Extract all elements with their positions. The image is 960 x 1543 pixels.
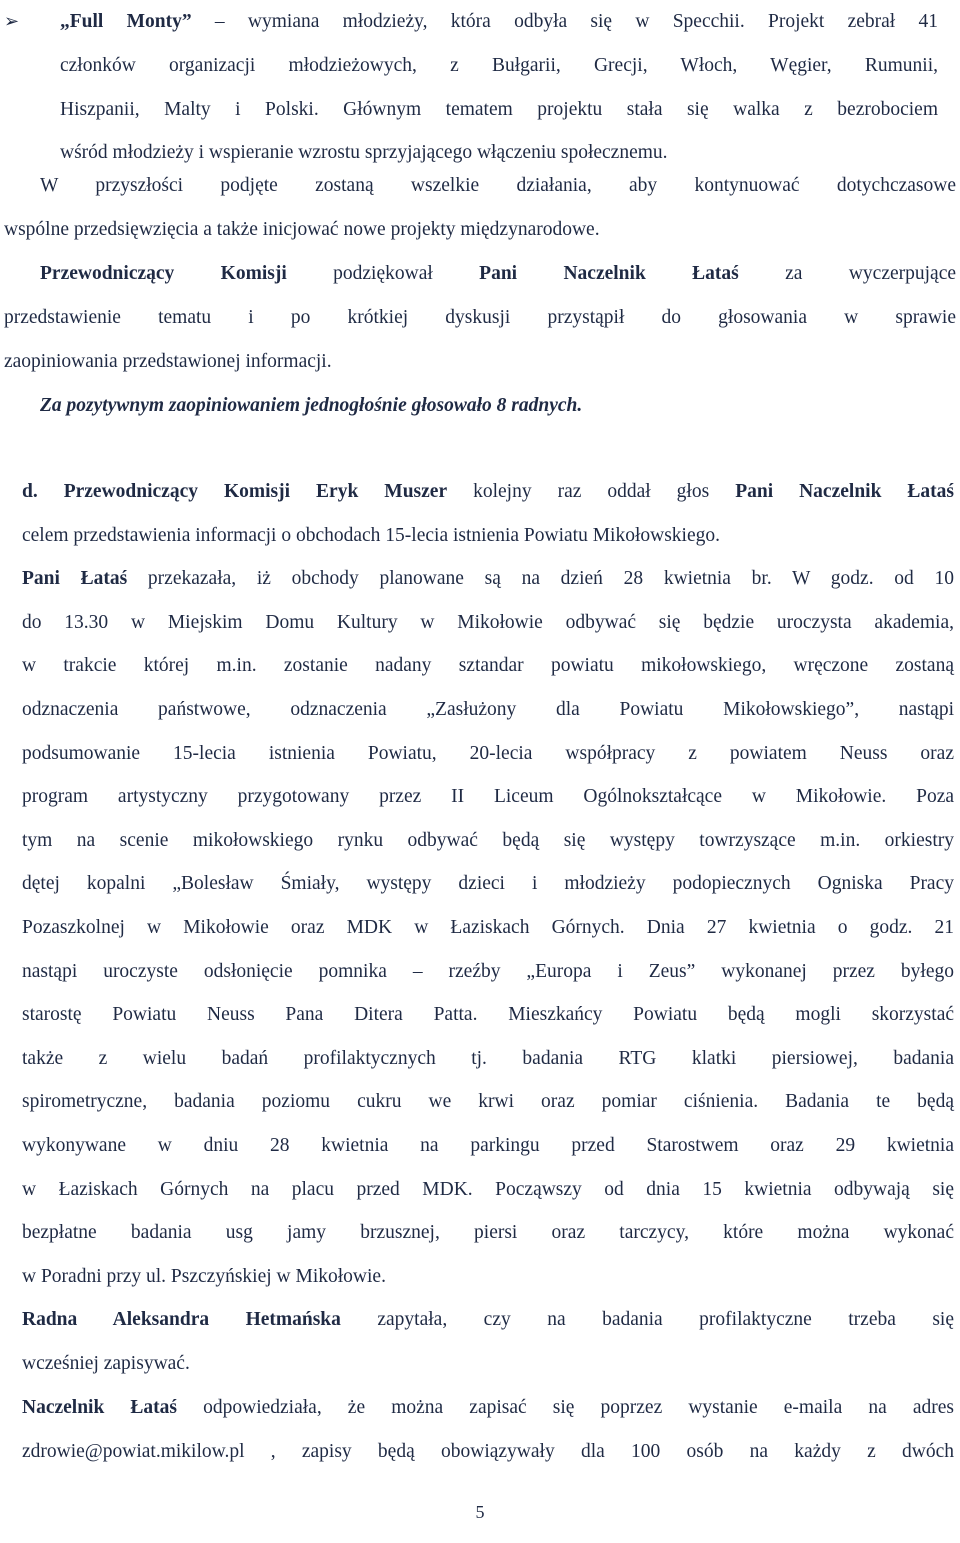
paragraph-line: także z wielu badań profilaktycznych tj. badania RTG klatki piersiowej, badania	[22, 1047, 954, 1069]
paragraph-line	[22, 470, 954, 514]
paragraph-line: dętej kopalni „Bolesław Śmiały, występy dzieci i młodzieży podopiecznych Ogniska Pracy	[22, 873, 954, 895]
bullet-line: członków organizacji młodzieżowych, z Bułgarii, Grecji, Włoch, Węgier, Rumunii,	[60, 55, 938, 76]
paragraph-line: odznaczenia państwowe, odznaczenia „Zasłużony dla Powiatu Mikołowskiego”, nastąpi	[22, 698, 954, 720]
paragraph-line: wykonywane w dniu 28 kwietnia na parkingu przed Starostwem oraz 29 kwietnia	[22, 1134, 954, 1156]
paragraph-line	[22, 557, 954, 601]
vote-result	[40, 384, 938, 428]
paragraph-line	[22, 1298, 954, 1342]
bullet-line: wśród młodzieży i wspieranie wzrostu sprzyjającego włączeniu społecznemu.	[60, 142, 668, 163]
bullet-line: Hiszpanii, Malty i Polski. Głównym tematem projektu stała się walka z bezrobociem	[60, 98, 938, 120]
paragraph-line: przedstawienie tematu i po krótkiej dyskusji przystąpił do głosowania w sprawie	[4, 307, 956, 328]
paragraph-line: bezpłatne badania usg jamy brzusznej, piersi oraz tarczycy, które można wykonać	[22, 1222, 954, 1244]
paragraph-line: W przyszłości podjęte zostaną wszelkie działania, aby kontynuować dotychczasowe	[40, 175, 956, 196]
paragraph-line: starostę Powiatu Neuss Pana Ditera Patta. Mieszkańcy Powiatu będą mogli skorzystać	[22, 1004, 954, 1026]
councillor-name: Radna Aleksandra Hetmańska	[22, 1309, 341, 1330]
paragraph-line: zaopiniowania przedstawionej informacji.	[4, 351, 332, 372]
paragraph-line: celem przedstawienia informacji o obchodach 15-lecia istnienia Powiatu Mikołowskiego.	[22, 524, 721, 546]
naczelnik-name: Pani Naczelnik Łataś	[479, 263, 739, 284]
bullet-text: – wymiana młodzieży, która odbyła się w Specchii. Projekt zebrał 41	[191, 11, 938, 32]
paragraph-line: w trakcie której m.in. zostanie nadany sztandar powiatu mikołowskiego, wręczone zostaną	[22, 655, 954, 677]
chairman-name: Przewodniczący Komisji	[40, 263, 287, 284]
paragraph-line: tym na scenie mikołowskiego rynku odbywać będą się występy towrzyszące m.in. orkiestry	[22, 829, 954, 851]
paragraph-line: zdrowie@powiat.mikilow.pl , zapisy będą obowiązywały dla 100 osób na każdy z dwóch	[22, 1440, 954, 1462]
project-title: „Full Monty”	[60, 11, 192, 32]
paragraph-text: zapytała, czy na badania profilaktyczne trzeba się	[340, 1309, 955, 1330]
paragraph-line: wcześniej zapisywać.	[22, 1352, 190, 1374]
paragraph-line: do 13.30 w Miejskim Domu Kultury w Mikołowie odbywać się będzie uroczysta akademia,	[22, 611, 954, 633]
paragraph-line: w Łaziskach Górnych na placu przed MDK. Począwszy od dnia 15 kwietnia odbywają się	[22, 1178, 954, 1200]
paragraph-text: odpowiedziała, że można zapisać się poprzez wystanie e-maila na adres	[177, 1397, 954, 1418]
paragraph-text: podziękował	[286, 263, 480, 284]
paragraph-line	[4, 252, 956, 296]
paragraph-line	[22, 1386, 954, 1430]
paragraph-line: wspólne przedsięwzięcia a także inicjować nowe projekty międzynarodowe.	[4, 219, 600, 240]
paragraph-line: w Poradni przy ul. Pszczyńskiej w Mikołowie.	[22, 1265, 386, 1287]
future-paragraph	[4, 164, 956, 252]
hetmanska-paragraph	[22, 1298, 954, 1385]
naczelnik-name: Pani Naczelnik Łataś	[735, 481, 955, 502]
section-d	[22, 470, 954, 1298]
arrow-bullet-icon: ➢	[4, 11, 20, 32]
bullet-continuation	[60, 44, 938, 175]
paragraph-line: spirometryczne, badania poziomu cukru we krwi oraz pomiar ciśnienia. Badania te będą	[22, 1091, 954, 1113]
paragraph-line: Pozaszkolnej w Mikołowie oraz MDK w Łaziskach Górnych. Dnia 27 kwietnia o godz. 21	[22, 916, 954, 938]
page-number: 5	[475, 1502, 485, 1522]
chairman-paragraph	[4, 252, 956, 384]
naczelnik-name: Naczelnik Łataś	[22, 1397, 178, 1418]
paragraph-line: nastąpi uroczyste odsłonięcie pomnika – rzeźby „Europa i Zeus” wykonanej przez byłego	[22, 960, 954, 982]
bullet-line	[60, 0, 938, 44]
paragraph-text: przekazała, iż obchody planowane są na dzień 28 kwietnia br. W godz. od 10	[127, 568, 954, 590]
paragraph-line: program artystyczny przygotowany przez II Liceum Ogólnokształcące w Mikołowie. Poza	[22, 786, 954, 808]
section-d-heading: d. Przewodniczący Komisji Eryk Muszer	[22, 481, 448, 502]
bullet-paragraph	[4, 0, 938, 44]
paragraph-text: kolejny raz oddał głos	[447, 481, 736, 502]
paragraph-text: za wyczerpujące	[738, 263, 957, 284]
paragraph-line: podsumowanie 15-lecia istnienia Powiatu, 20-lecia współpracy z powiatem Neuss oraz	[22, 742, 954, 764]
latas-name: Pani Łataś	[22, 568, 128, 590]
latas-reply-paragraph	[22, 1386, 954, 1473]
vote-text: Za pozytywnym zaopiniowaniem jednogłośnie głosowało 8 radnych.	[40, 395, 583, 416]
